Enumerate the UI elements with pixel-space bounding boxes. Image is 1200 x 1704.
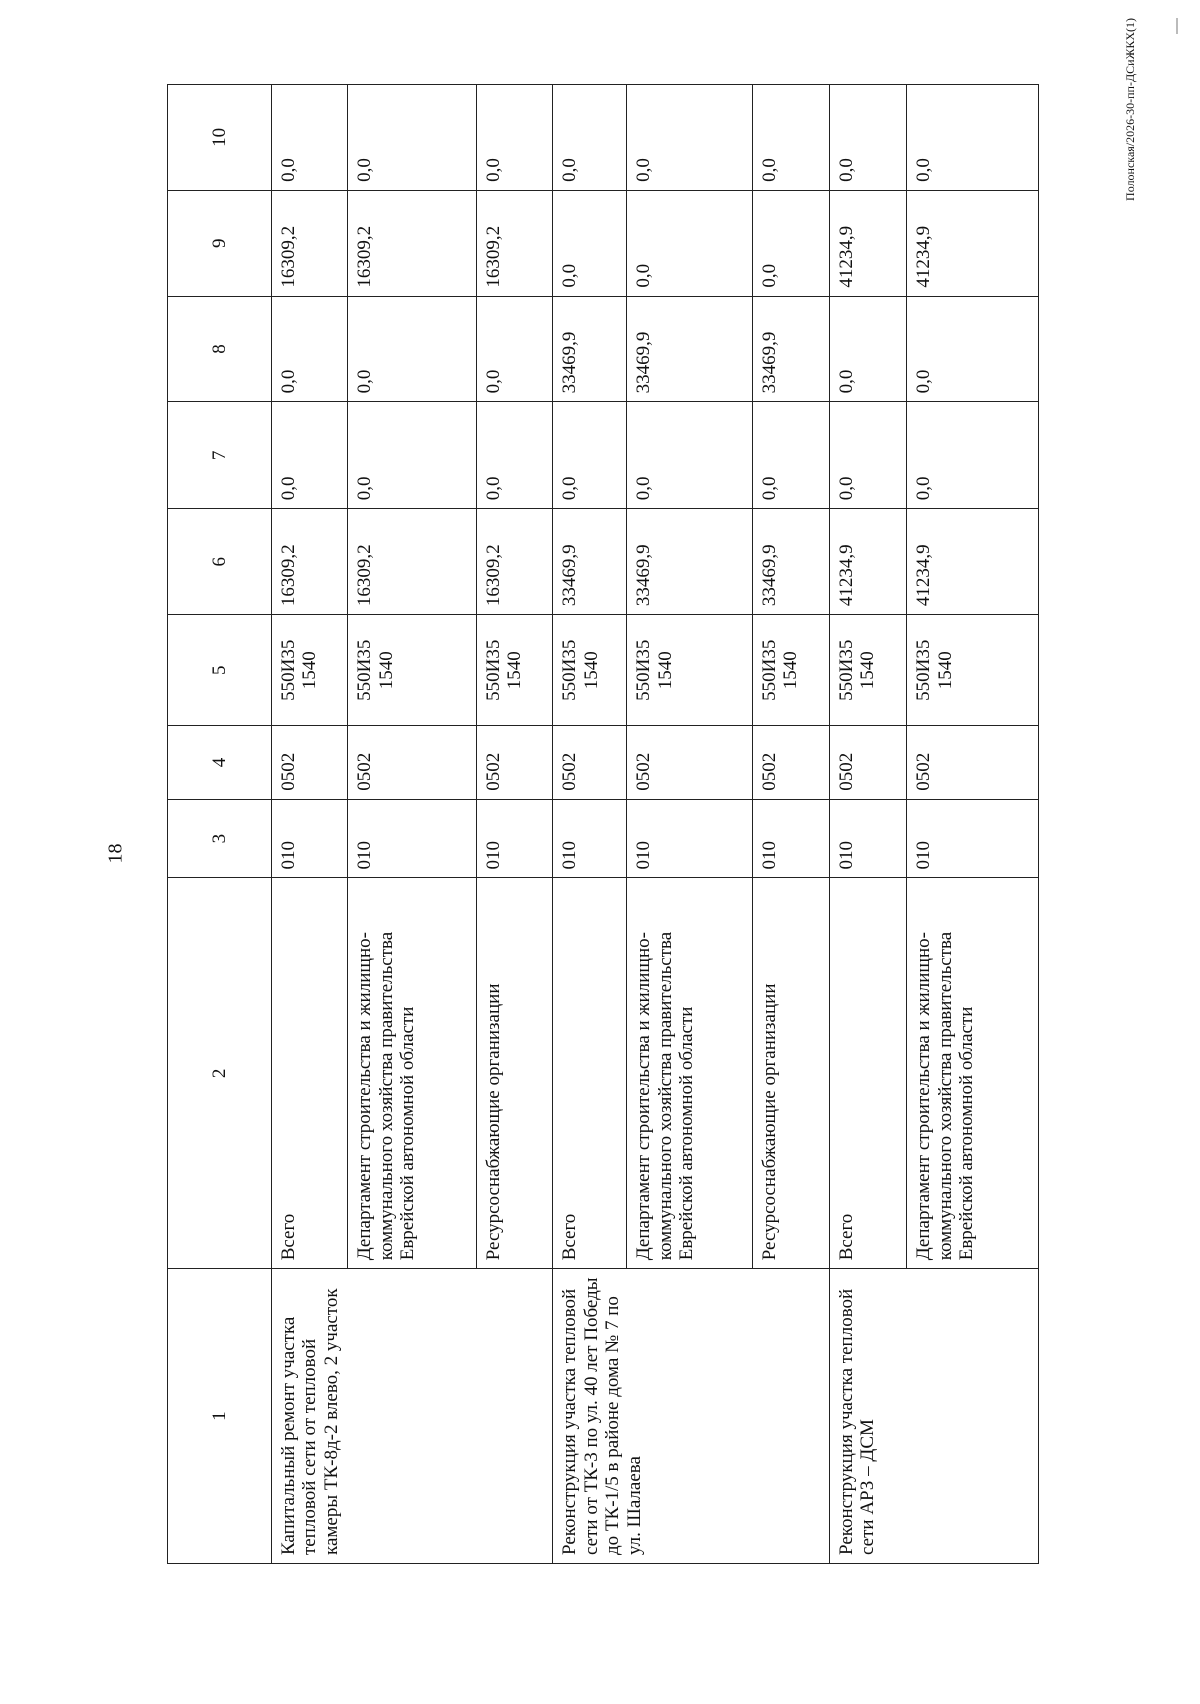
value-cell: 0,0 xyxy=(348,296,476,402)
section-cell: 0502 xyxy=(348,726,476,799)
target-article-cell: 550И35 1540 xyxy=(553,615,627,726)
source-cell: Департамент строительства и жилищно-коммунального хозяйства правительства Еврейской автономной области xyxy=(348,878,476,1269)
source-cell: Ресурсоснабжающие организации xyxy=(752,878,829,1269)
value-cell: 16309,2 xyxy=(476,190,552,296)
project-name-cell: Капитальный ремонт участка тепловой сети от тепловой камеры ТК-8д-2 влево, 2 участок xyxy=(272,1269,553,1564)
value-cell: 16309,2 xyxy=(476,509,552,615)
value-cell: 33469,9 xyxy=(752,296,829,402)
value-cell: 0,0 xyxy=(829,296,906,402)
target-article-cell: 550И35 1540 xyxy=(272,615,348,726)
value-cell: 16309,2 xyxy=(348,190,476,296)
code-cell: 010 xyxy=(752,799,829,878)
section-cell: 0502 xyxy=(553,726,627,799)
value-cell: 0,0 xyxy=(476,85,552,191)
section-cell: 0502 xyxy=(907,726,1039,799)
project-name-cell: Реконструкция участка тепловой сети от ТК-3 по ул. 40 лет Победы до ТК-1/5 в районе дома № 7 по ул. Шалаева xyxy=(553,1269,830,1564)
value-cell: 0,0 xyxy=(752,402,829,509)
source-cell: Департамент строительства и жилищно-коммунального хозяйства правительства Еврейской автономной области xyxy=(907,878,1039,1269)
source-cell: Департамент строительства и жилищно-коммунального хозяйства правительства Еврейской автономной области xyxy=(627,878,752,1269)
value-cell: 0,0 xyxy=(907,296,1039,402)
value-cell: 0,0 xyxy=(272,85,348,191)
target-article-cell: 550И35 1540 xyxy=(476,615,552,726)
source-cell: Ресурсоснабжающие организации xyxy=(476,878,552,1269)
value-cell: 0,0 xyxy=(752,190,829,296)
table-row xyxy=(829,85,906,1564)
header-col-6: 6 xyxy=(168,509,272,615)
value-cell: 33469,9 xyxy=(752,509,829,615)
value-cell: 16309,2 xyxy=(272,190,348,296)
source-cell: Всего xyxy=(272,878,348,1269)
page-number: 18 xyxy=(104,843,127,864)
header-col-3: 3 xyxy=(168,799,272,878)
section-cell: 0502 xyxy=(752,726,829,799)
target-article-cell: 550И35 1540 xyxy=(907,615,1039,726)
section-cell: 0502 xyxy=(476,726,552,799)
value-cell: 0,0 xyxy=(348,402,476,509)
header-row xyxy=(168,85,272,1564)
value-cell: 0,0 xyxy=(907,402,1039,509)
page-edge-mark xyxy=(1176,18,1178,34)
code-cell: 010 xyxy=(627,799,752,878)
value-cell: 0,0 xyxy=(553,402,627,509)
target-article-cell: 550И35 1540 xyxy=(752,615,829,726)
code-cell: 010 xyxy=(348,799,476,878)
header-col-1: 1 xyxy=(168,1269,272,1564)
header-col-10: 10 xyxy=(168,85,272,191)
rotated-table-wrapper xyxy=(167,84,1039,1564)
table-row xyxy=(553,85,627,1564)
value-cell: 0,0 xyxy=(348,85,476,191)
value-cell: 0,0 xyxy=(752,85,829,191)
value-cell: 16309,2 xyxy=(272,509,348,615)
table-row xyxy=(272,85,348,1564)
header-col-9: 9 xyxy=(168,190,272,296)
value-cell: 0,0 xyxy=(627,402,752,509)
value-cell: 0,0 xyxy=(627,85,752,191)
value-cell: 41234,9 xyxy=(907,190,1039,296)
source-cell: Всего xyxy=(553,878,627,1269)
header-col-4: 4 xyxy=(168,726,272,799)
source-cell: Всего xyxy=(829,878,906,1269)
code-cell: 010 xyxy=(829,799,906,878)
value-cell: 0,0 xyxy=(627,190,752,296)
value-cell: 0,0 xyxy=(553,85,627,191)
value-cell: 0,0 xyxy=(272,296,348,402)
value-cell: 41234,9 xyxy=(829,509,906,615)
value-cell: 0,0 xyxy=(553,190,627,296)
header-col-8: 8 xyxy=(168,296,272,402)
project-name-cell: Реконструкция участка тепловой сети АРЗ – ДСМ xyxy=(829,1269,1038,1564)
target-article-cell: 550И35 1540 xyxy=(627,615,752,726)
target-article-cell: 550И35 1540 xyxy=(829,615,906,726)
value-cell: 0,0 xyxy=(476,296,552,402)
section-cell: 0502 xyxy=(272,726,348,799)
value-cell: 0,0 xyxy=(907,85,1039,191)
document-code: Полонская/2026-30-пп-ДСиЖКХ(1) xyxy=(1123,18,1137,201)
value-cell: 0,0 xyxy=(829,85,906,191)
value-cell: 0,0 xyxy=(829,402,906,509)
value-cell: 41234,9 xyxy=(907,509,1039,615)
code-cell: 010 xyxy=(272,799,348,878)
budget-table xyxy=(167,84,1039,1564)
code-cell: 010 xyxy=(476,799,552,878)
value-cell: 33469,9 xyxy=(553,296,627,402)
header-col-2: 2 xyxy=(168,878,272,1269)
section-cell: 0502 xyxy=(627,726,752,799)
code-cell: 010 xyxy=(553,799,627,878)
header-col-7: 7 xyxy=(168,402,272,509)
target-article-cell: 550И35 1540 xyxy=(348,615,476,726)
value-cell: 41234,9 xyxy=(829,190,906,296)
header-col-5: 5 xyxy=(168,615,272,726)
value-cell: 0,0 xyxy=(272,402,348,509)
value-cell: 33469,9 xyxy=(553,509,627,615)
code-cell: 010 xyxy=(907,799,1039,878)
value-cell: 0,0 xyxy=(476,402,552,509)
value-cell: 33469,9 xyxy=(627,509,752,615)
value-cell: 16309,2 xyxy=(348,509,476,615)
value-cell: 33469,9 xyxy=(627,296,752,402)
section-cell: 0502 xyxy=(829,726,906,799)
